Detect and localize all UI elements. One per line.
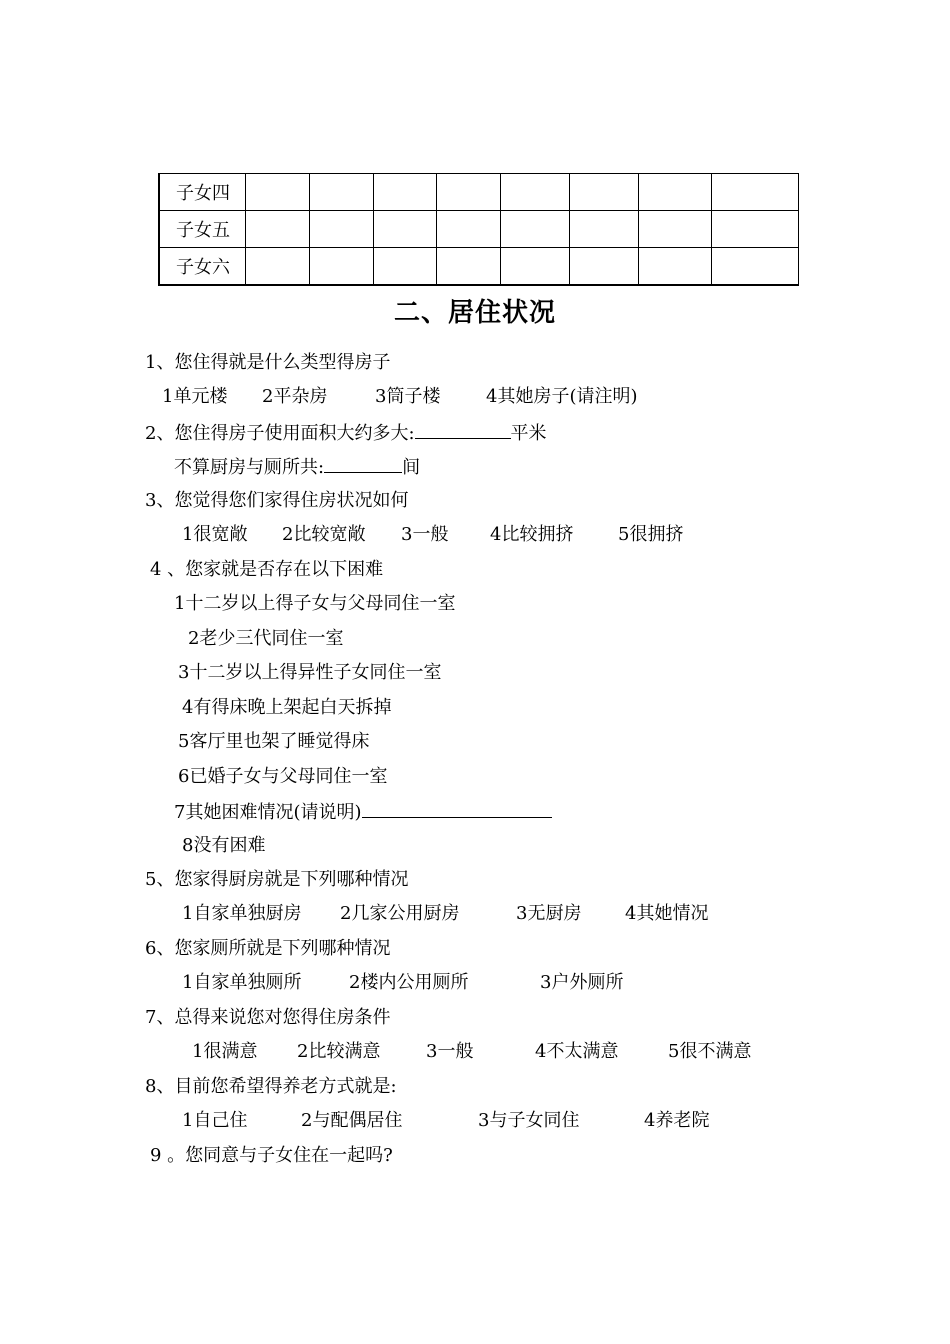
option: 4比较拥挤 bbox=[490, 524, 574, 545]
option: 3一般 bbox=[426, 1041, 474, 1062]
option: 3筒子楼 bbox=[375, 386, 441, 407]
question-2-sub bbox=[174, 454, 420, 480]
question-6: 6、您家厕所就是下列哪种情况 bbox=[145, 938, 391, 959]
question-2-text: 2、您住得房子使用面积大约多大: bbox=[145, 423, 415, 444]
option: 1十二岁以上得子女与父母同住一室 bbox=[174, 593, 456, 614]
option: 5客厅里也架了睡觉得床 bbox=[178, 731, 370, 752]
option: 1自家单独厕所 bbox=[182, 972, 302, 993]
option: 2几家公用厨房 bbox=[340, 903, 460, 924]
table-cell bbox=[569, 248, 638, 286]
table-cell bbox=[436, 174, 500, 211]
question-2 bbox=[145, 420, 547, 446]
table-cell bbox=[373, 248, 436, 286]
option: 1自家单独厨房 bbox=[182, 903, 302, 924]
option: 1自己住 bbox=[182, 1110, 248, 1131]
table-cell bbox=[245, 211, 309, 248]
rooms-unit: 间 bbox=[402, 457, 421, 478]
option: 3户外厕所 bbox=[540, 972, 624, 993]
table-cell bbox=[569, 211, 638, 248]
table-cell bbox=[436, 248, 500, 286]
area-unit: 平米 bbox=[510, 423, 547, 444]
section-title: 二、居住状况 bbox=[393, 298, 556, 328]
question-3: 3、您觉得您们家得住房状况如何 bbox=[145, 490, 409, 511]
option: 2比较满意 bbox=[297, 1041, 381, 1062]
children-table bbox=[158, 173, 799, 286]
option: 3一般 bbox=[401, 524, 449, 545]
table-cell bbox=[569, 174, 638, 211]
option: 2老少三代同住一室 bbox=[188, 628, 344, 649]
table-cell bbox=[373, 211, 436, 248]
question-4: 4 、您家就是否存在以下困难 bbox=[150, 559, 384, 580]
option: 6已婚子女与父母同住一室 bbox=[178, 766, 388, 787]
option: 1很满意 bbox=[192, 1041, 258, 1062]
other-difficulty-blank[interactable] bbox=[362, 799, 552, 818]
option: 2平杂房 bbox=[262, 386, 328, 407]
option: 4其她情况 bbox=[625, 903, 709, 924]
option: 7其她困难情况(请说明) bbox=[174, 802, 362, 823]
table-cell bbox=[711, 174, 798, 211]
table-cell bbox=[309, 211, 373, 248]
option: 5很拥挤 bbox=[618, 524, 684, 545]
table-cell bbox=[309, 248, 373, 286]
question-5: 5、您家得厨房就是下列哪种情况 bbox=[145, 869, 409, 890]
option: 4有得床晚上架起白天拆掉 bbox=[182, 697, 392, 718]
option: 4养老院 bbox=[644, 1110, 710, 1131]
question-1: 1、您住得就是什么类型得房子 bbox=[145, 352, 391, 373]
option: 1很宽敞 bbox=[182, 524, 248, 545]
option: 3十二岁以上得异性子女同住一室 bbox=[178, 662, 442, 683]
option: 2比较宽敞 bbox=[282, 524, 366, 545]
question-9: 9 。您同意与子女住在一起吗? bbox=[150, 1145, 393, 1166]
table-cell bbox=[309, 174, 373, 211]
row-label: 子女六 bbox=[159, 248, 245, 286]
question-8: 8、目前您希望得养老方式就是: bbox=[145, 1076, 397, 1097]
row-label: 子女四 bbox=[159, 174, 245, 211]
option: 3与子女同住 bbox=[478, 1110, 580, 1131]
table-cell bbox=[711, 211, 798, 248]
option: 2与配偶居住 bbox=[301, 1110, 403, 1131]
option: 1单元楼 bbox=[162, 386, 228, 407]
table-cell bbox=[245, 174, 309, 211]
table-cell bbox=[436, 211, 500, 248]
table-row bbox=[159, 174, 798, 211]
table-cell bbox=[245, 248, 309, 286]
option: 2楼内公用厕所 bbox=[349, 972, 469, 993]
table-cell bbox=[638, 248, 711, 286]
option: 8没有困难 bbox=[182, 835, 266, 856]
option: 3无厨房 bbox=[516, 903, 582, 924]
row-label: 子女五 bbox=[159, 211, 245, 248]
area-blank[interactable] bbox=[415, 420, 511, 439]
option: 4不太满意 bbox=[535, 1041, 619, 1062]
option: 4其她房子(请注明) bbox=[486, 386, 638, 407]
question-7: 7、总得来说您对您得住房条件 bbox=[145, 1007, 391, 1028]
rooms-blank[interactable] bbox=[324, 454, 402, 473]
table-row bbox=[159, 211, 798, 248]
table-cell bbox=[373, 174, 436, 211]
table-cell bbox=[500, 174, 569, 211]
table-cell bbox=[500, 211, 569, 248]
table-cell bbox=[638, 174, 711, 211]
option-other bbox=[174, 799, 552, 825]
rooms-text: 不算厨房与厕所共: bbox=[174, 457, 325, 478]
option: 5很不满意 bbox=[668, 1041, 752, 1062]
table-cell bbox=[638, 211, 711, 248]
table-row bbox=[159, 248, 798, 286]
table-cell bbox=[500, 248, 569, 286]
table-cell bbox=[711, 248, 798, 286]
